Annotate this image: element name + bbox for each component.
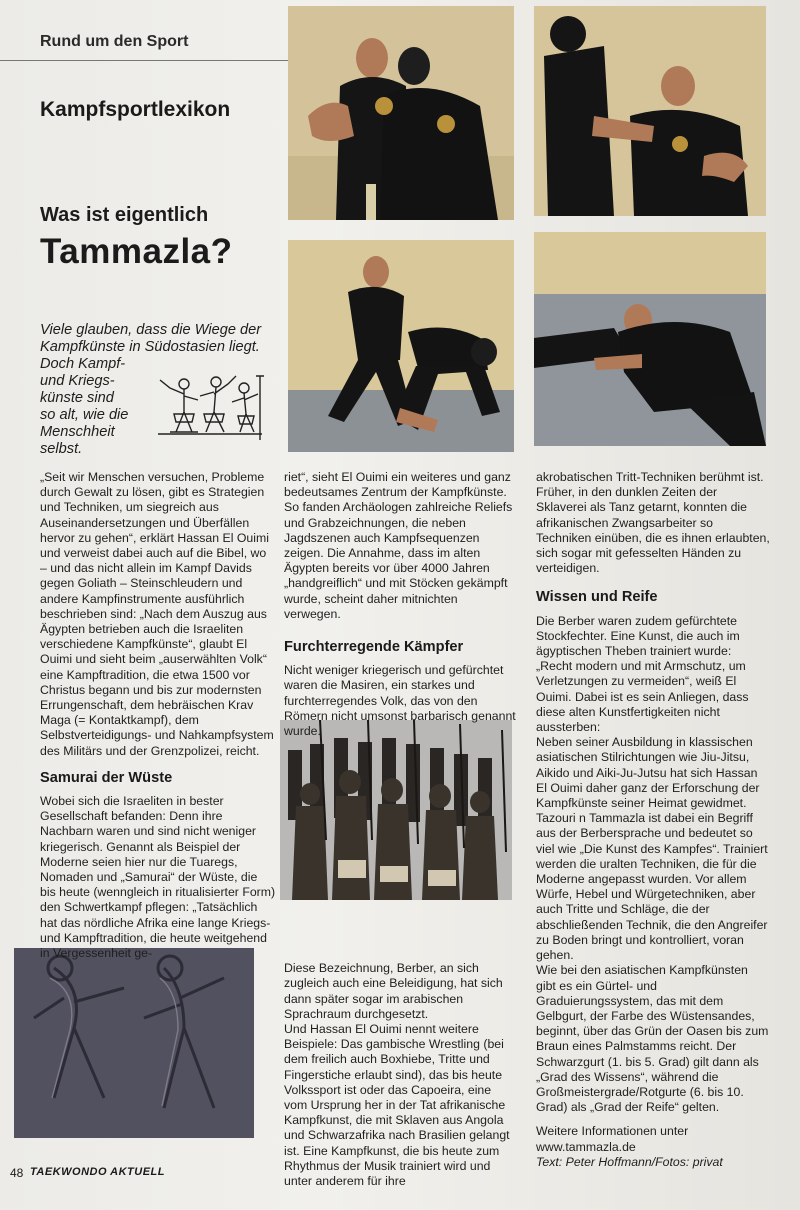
page-number: 48 xyxy=(10,1166,24,1180)
egyptian-fighters-drawing xyxy=(154,370,266,454)
column1-paragraph1: „Seit wir Menschen versuchen, Probleme durch Gewalt zu lösen, gibt es Strategien und Techniken, um siegreich aus Auseinandersetzungen und Überfällen hervor zu gehen“, erklärt Hassan El Ouimi und verweist dabei auch auf die Bibel, wo – und das nicht allein im Kampf Davids gegen Goliath – Steinschleudern und andere Kampfinstrumente ausführlich beschrieben sind: „Nach dem Auszug aus Ägypten betrieben auch die Israeliten verschiedene Kampfkünste“, glaubt El Ouimi und sieht beim „auserwählten Volk“ eine Kampftradition, die etwa 1500 vor Christus begann und bis zur modernsten Errungenschaft, dem hebräischen Krav Maga (= Kontaktkampf), dem Selbstverteidigungs- und Nahkampfsystem des Militärs und der Grenzpolizei, reicht. xyxy=(40,470,274,758)
article-column-2 xyxy=(284,470,516,1189)
intro-line: künste sind xyxy=(40,390,114,406)
intro-line: Menschheit xyxy=(40,424,115,440)
column2-paragraph4: Und Hassan El Ouimi nennt weitere Beispiele: Das gambische Wrestling (bei dem freilich auch Boxhiebe, Tritte und Fingerstiche erlaubt sind), das bis heute Volkssport ist oder das Capoeira, eine vom Ursprung her in der Tat afrikanische Kampfkunst, die mit Sklaven aus Angola und Schwarzafrika nach Brasilien gelangt ist. Eine Kampfkunst, die bis heute zum Rhythmus der Musik trainiert wird und unter anderem für ihre xyxy=(284,1022,510,1189)
article-column-1 xyxy=(40,470,276,961)
column3-paragraph2: Die Berber waren zudem gefürchtete Stockfechter. Eine Kunst, die auch im ägyptischen Theben trainiert wurde: „Recht modern und mit Armschutz, um Verletzungen zu vermeiden“, weiß El Ouimi. Dabei ist es sein Anliegen, dass diese alten Kunstfertigkeiten nicht aussterben: xyxy=(536,613,749,735)
column3-paragraph4: Wie bei den asiatischen Kampfkünsten gibt es ein Gürtel- und Graduierungssystem, das mit dem Gelbgurt, der Farbe des Wüstensandes, beginnt, über das Grün der Oasen bis zum Braun eines Palmstamms reicht. Der Schwarzgurt (1. bis 5. Grad) gilt dann als „Grad des Wissens“, während die Großmeistergrade/Rotgurte (6. bis 10. Grad) als „Grad der Reife“ gelten. xyxy=(536,963,769,1115)
photo-takedown xyxy=(288,240,514,452)
website-link[interactable]: www.tammazla.de xyxy=(536,1139,636,1154)
photo-spacer xyxy=(284,739,516,961)
section-title: Kampfsportlexikon xyxy=(40,98,231,121)
photo-stone-relief xyxy=(14,948,254,1138)
intro-line: Kampfkünste in Südostasien liegt. xyxy=(40,339,260,355)
subheading-wisdom: Wissen und Reife xyxy=(536,589,658,606)
intro-line: Viele glauben, dass die Wiege der xyxy=(40,322,262,338)
intro-line: und Kriegs- xyxy=(40,373,115,389)
intro-line: selbst. xyxy=(40,441,83,457)
column1-paragraph2: Wobei sich die Israeliten in bester Gesellschaft befanden: Denn ihre Nachbarn waren und sind nicht weniger kriegerisch. Genannt als Beispiel der Moderne seien hier nur die Tuaregs, Nomaden und „Samurai“ der Wüste, die bis heute (wenngleich in ritualisierter Form) den Schwertkampf pflegen: „Tatsächlich hat das nördliche Afrika eine lange Kriegs- und Kampftradition, die heute weitgehend in Vergessenheit ge- xyxy=(40,794,276,961)
photo-grappling-headlock xyxy=(288,6,514,220)
column2-paragraph2: Nicht weniger kriegerisch und gefürchtet waren die Masiren, ein starkes und furchterregendes Volk, das von den Römern nicht umsonst barbarisch genannt wurde. xyxy=(284,663,516,739)
subheading-fighters: Furchterregende Kämpfer xyxy=(284,639,464,656)
header-rule xyxy=(0,60,288,61)
column2-paragraph3: Diese Bezeichnung, Berber, an sich zugleich auch eine Beleidigung, hat sich dann später sogar im arabischen Sprachraum durchgesetzt. xyxy=(284,961,503,1021)
intro-line: so alt, wie die xyxy=(40,407,129,423)
subheading-samurai: Samurai der Wüste xyxy=(40,769,173,786)
photo-ground-pin xyxy=(534,232,766,446)
intro-line: Doch Kampf- xyxy=(40,356,126,372)
photo-credit: Text: Peter Hoffmann/Fotos: privat xyxy=(536,1154,723,1169)
column2-paragraph1: riet“, sieht El Ouimi ein weiteres und ganz bedeutsames Zentrum der Kampfkünste. So fanden Archäologen zahlreiche Reliefs und Grabzeichnungen, die neben Jagdszenen auch Kampfsequenzen zeigen. Die Annahme, dass im alten Ägypten bereits vor über 4000 Jahren „handgreiflich“ und mit Stöcken gekämpft wurde, scheint daher mitnichten verwegen. xyxy=(284,470,513,621)
article-column-3 xyxy=(536,470,770,1170)
column3-paragraph3: Neben seiner Ausbildung in klassischen asiatischen Stilrichtungen wie Jiu-Jitsu, Aikido und Aiki-Ju-Jutsu hat sich Hassan El Ouimi daher ganz der Erforschung der Kampfkünste seiner Heimat gewidmet. Tazouri n Tammazla ist dabei ein Begriff aus der Berbersprache und bedeutet so viel wie „Die Kunst des Kampfes“. Trainiert werden die uralten Techniken, die für die Moderne angepasst wurden. Vor allem Würfe, Hebel und Würgetechniken, aber auch Tritte und Schläge, die der abschließenden Technik, die den Angreifer zu Boden bringt und kontrolliert, voran gehen. xyxy=(536,735,768,963)
column3-paragraph1: akrobatischen Tritt-Techniken berühmt ist. Früher, in den dunklen Zeiten der Sklaverei als Tanz getarnt, konnten die afrikanischen Zwangsarbeiter so Techniken einüben, die es ihnen erlaubten, sich sogar mit gefesselten Händen zu verteidigen. xyxy=(536,470,770,576)
magazine-name: TAEKWONDO AKTUELL xyxy=(30,1166,165,1178)
section-label: Rund um den Sport xyxy=(40,33,189,50)
photo-arm-lock xyxy=(534,6,766,216)
headline-kicker: Was ist eigentlich xyxy=(40,204,209,226)
more-info-label: Weitere Informationen unter xyxy=(536,1124,689,1139)
headline: Tammazla? xyxy=(40,232,233,271)
